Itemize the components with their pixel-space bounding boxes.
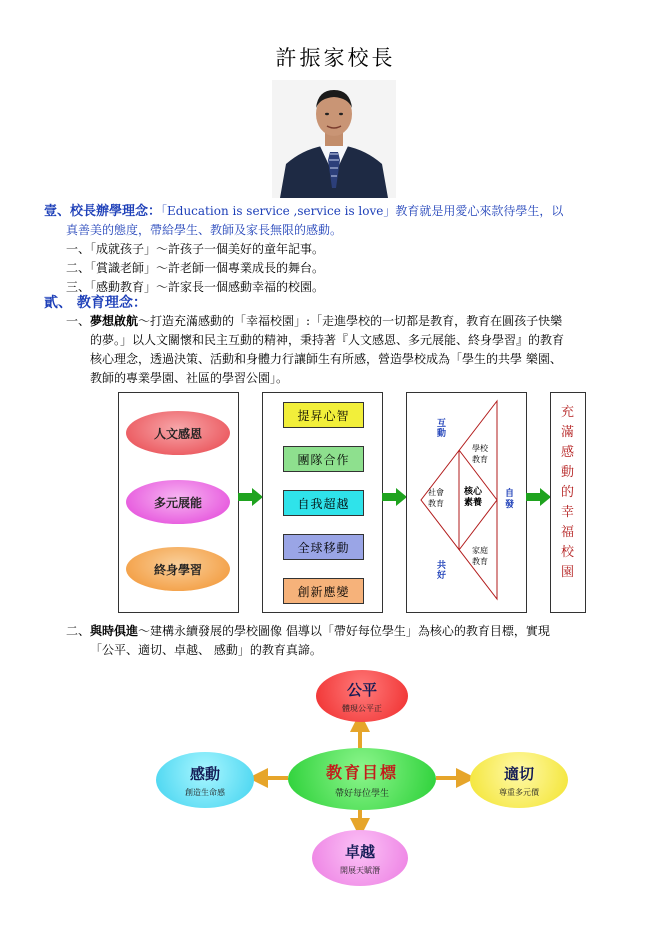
p2-bold: 與時俱進 xyxy=(90,624,139,638)
competency-box: 團隊合作 xyxy=(283,446,364,472)
goal-excellence xyxy=(312,830,408,886)
p1-line2: 的夢。」以人文關懷和民主互動的精神，秉持著『人文感恩、多元展能、終身學習』的教育 xyxy=(90,333,565,347)
section1-item: 一、「成就孩子」～許孩子一個美好的童年記事。 xyxy=(66,242,325,256)
goal-label: 卓越 xyxy=(344,842,375,861)
label-school-edu: 學校教育 xyxy=(472,444,488,464)
goal-sub: 創造生命感 xyxy=(185,787,225,797)
page-title: 許振家校長 xyxy=(275,46,396,70)
section1-intro-line1: 「Education is service ,service is love」教育就是用愛心來款待學生，以 xyxy=(161,204,564,218)
arrow-right-icon xyxy=(382,488,407,506)
goal-sub: 尊重多元價 xyxy=(499,787,539,797)
section2-paragraph2 xyxy=(66,622,636,660)
diamond-shape xyxy=(407,393,526,612)
p1-line3: 核心理念，透過決策、活動和身體力行讓師生有所感，營造學校成為「學生的共學 樂園、 xyxy=(90,352,562,366)
competency-box: 創新應變 xyxy=(283,578,364,604)
goal-appropriate xyxy=(470,752,568,808)
section1-item: 二、「賞識老師」～許老師一個專業成長的舞台。 xyxy=(66,261,325,275)
competency-box: 自我超越 xyxy=(283,490,364,516)
p2-line2: 「公平、適切、卓越、 感動」的教育真諦。 xyxy=(90,643,322,657)
section2-paragraph1 xyxy=(66,312,636,388)
goal-center xyxy=(288,748,436,810)
label-core-literacy: 核心素養 xyxy=(464,487,483,508)
goal-label: 感動 xyxy=(189,764,220,783)
goal-fairness xyxy=(316,670,408,722)
competencies-box xyxy=(262,392,383,613)
arrow-right-icon xyxy=(238,488,263,506)
goal-label: 公平 xyxy=(346,680,377,699)
p2-line1: ～建構永續發展的學校圖像 倡導以「帶好每位學生」為核心的教育目標，實現 xyxy=(138,624,550,638)
goal-center-label: 教育目標 xyxy=(325,762,398,782)
section-philosophy xyxy=(44,202,634,297)
core-literacy-box xyxy=(406,392,527,613)
principal-photo xyxy=(272,80,396,198)
p2-prefix: 二、 xyxy=(66,624,91,638)
label-self-initiative: 自發 xyxy=(505,489,515,510)
result-text: 充滿感動的幸福校園 xyxy=(561,405,575,580)
section1-heading: 壹、校長辦學理念： xyxy=(44,204,162,219)
label-common-good: 共好 xyxy=(437,561,447,581)
goal-sub: 體現公平正 xyxy=(342,703,382,713)
result-box xyxy=(550,392,586,613)
value-oval: 終身學習 xyxy=(126,547,230,591)
value-oval: 人文感恩 xyxy=(126,411,230,455)
arrow-right-icon xyxy=(526,488,551,506)
section1-item: 三、「感動教育」～許家長一個感動幸福的校園。 xyxy=(66,280,325,294)
values-box xyxy=(118,392,239,613)
p1-line4: 教師的專業學園、社區的學習公園」。 xyxy=(90,371,289,385)
competency-box: 提昇心智 xyxy=(283,402,364,428)
label-interaction: 互動 xyxy=(437,419,447,439)
section1-intro-line2: 真善美的態度，帶給學生、教師及家長無限的感動。 xyxy=(66,223,343,237)
goal-center-sub: 帶好每位學生 xyxy=(334,788,389,799)
goal-moving xyxy=(156,752,254,808)
competency-box: 全球移動 xyxy=(283,534,364,560)
label-social-edu: 社會教育 xyxy=(428,488,444,508)
value-oval: 多元展能 xyxy=(126,480,230,524)
goal-label: 適切 xyxy=(503,764,534,783)
p1-prefix: 一、 xyxy=(66,314,91,328)
label-family-edu: 家庭教育 xyxy=(472,546,488,566)
section2-heading: 貳、 教育理念： xyxy=(44,295,147,311)
goal-sub: 開展天賦潛 xyxy=(340,865,380,875)
p1-bold: 夢想啟航 xyxy=(90,314,139,328)
p1-line1: ～打造充滿感動的「幸福校園」:「走進學校的一切都是教育，教育在圓孩子快樂 xyxy=(138,314,563,328)
